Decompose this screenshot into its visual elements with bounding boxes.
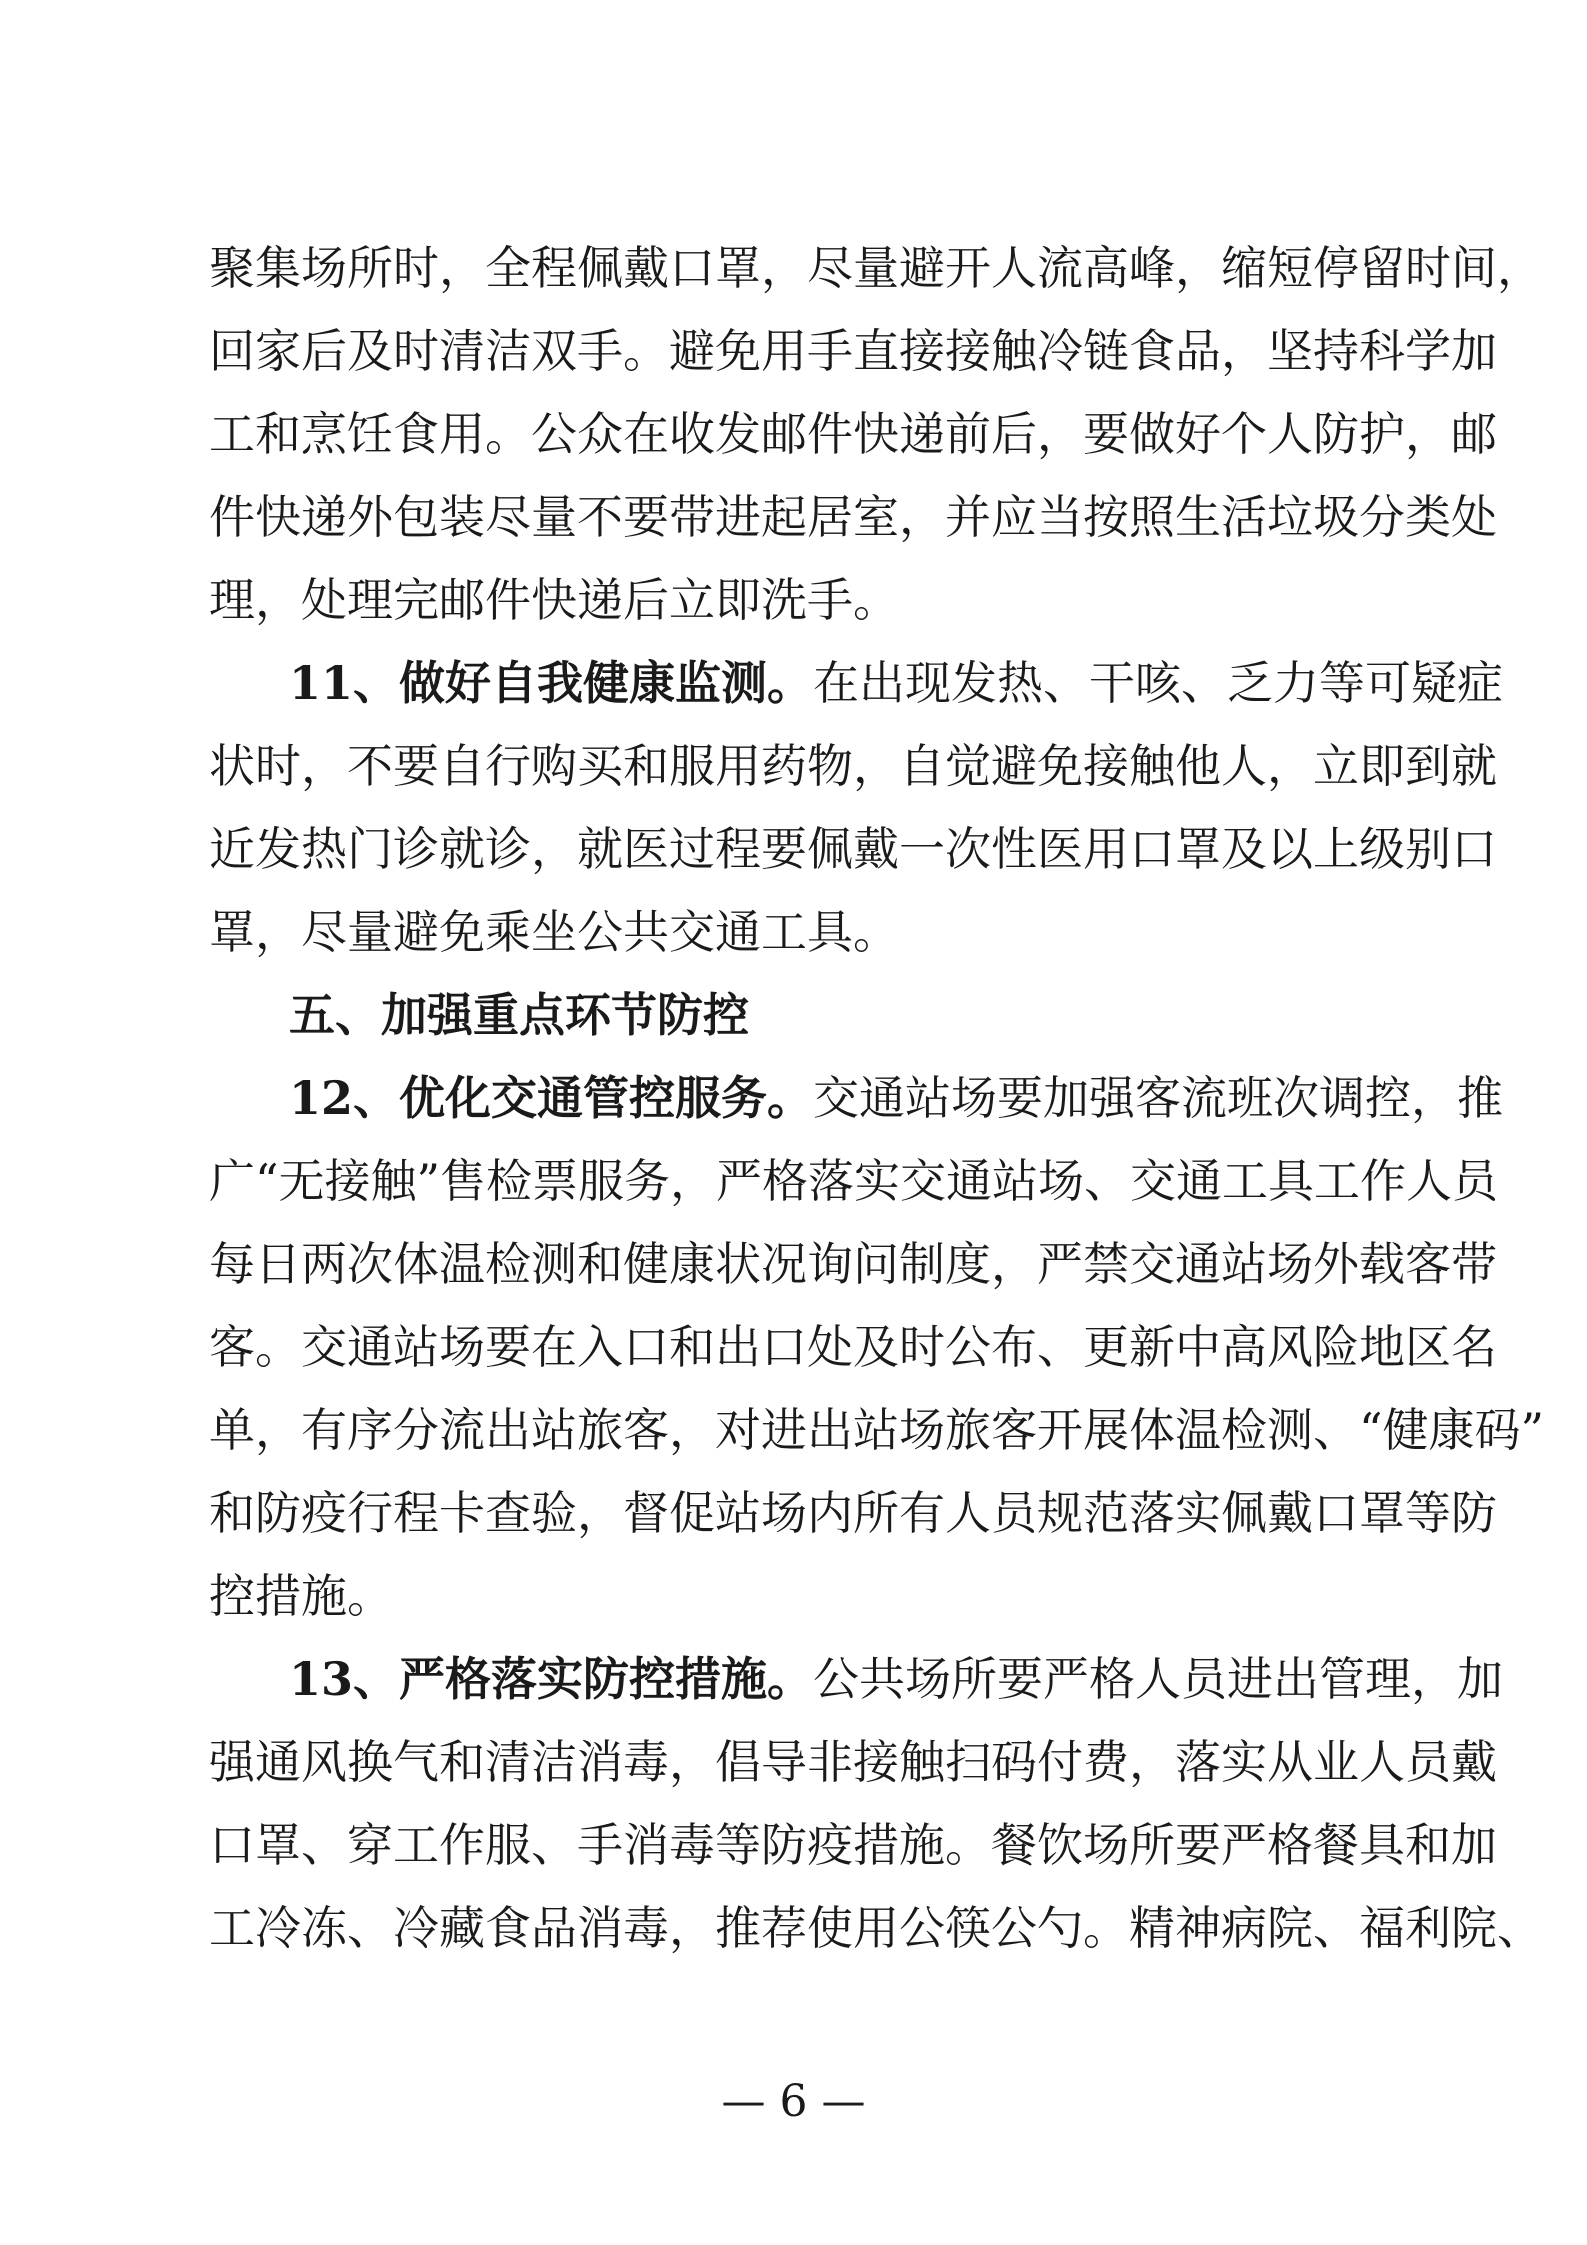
item-11-first-line <box>289 648 1504 718</box>
paragraph-line: 口罩、穿工作服、手消毒等防疫措施。餐饮场所要严格餐具和加 <box>209 1818 1497 1872</box>
paragraph-line: 理，处理完邮件快递后立即洗手。 <box>209 573 899 627</box>
paragraph-line: 状时，不要自行购买和服用药物，自觉避免接触他人，立即到就 <box>209 739 1497 793</box>
item-13-heading: 13、严格落实防控措施。 <box>289 1652 814 1706</box>
paragraph-line: 单，有序分流出站旅客，对进出站场旅客开展体温检测、“健康码” <box>209 1403 1545 1457</box>
paragraph-line: 客。交通站场要在入口和出口处及时公布、更新中高风险地区名 <box>209 1320 1497 1374</box>
paragraph-line: 广“无接触”售检票服务，严格落实交通站场、交通工具工作人员 <box>209 1154 1499 1208</box>
item-11-heading: 11、做好自我健康监测。 <box>289 656 814 710</box>
paragraph-line: 强通风换气和清洁消毒，倡导非接触扫码付费，落实从业人员戴 <box>209 1735 1497 1789</box>
item-12-text: 交通站场要加强客流班次调控，推 <box>813 1071 1504 1125</box>
item-13-text: 公共场所要严格人员进出管理，加 <box>813 1652 1504 1706</box>
paragraph-line: 聚集场所时，全程佩戴口罩，尽量避开人流高峰，缩短停留时间， <box>209 241 1543 295</box>
paragraph-line: 控措施。 <box>209 1569 393 1623</box>
item-12-heading: 12、优化交通管控服务。 <box>289 1071 814 1125</box>
paragraph-line: 回家后及时清洁双手。避免用手直接接触冷链食品，坚持科学加 <box>209 324 1497 378</box>
item-11-text: 在出现发热、干咳、乏力等可疑症 <box>813 656 1504 710</box>
section-heading: 五、加强重点环节防控 <box>289 988 749 1042</box>
paragraph-line: 和防疫行程卡查验，督促站场内所有人员规范落实佩戴口罩等防 <box>209 1486 1497 1540</box>
item-13-first-line <box>289 1644 1504 1714</box>
paragraph-line: 工冷冻、冷藏食品消毒，推荐使用公筷公勺。精神病院、福利院、 <box>209 1901 1543 1955</box>
paragraph-line: 件快递外包装尽量不要带进起居室，并应当按照生活垃圾分类处 <box>209 490 1497 544</box>
item-12-first-line <box>289 1063 1504 1133</box>
page-number: — 6 — <box>721 2076 866 2127</box>
paragraph-line: 每日两次体温检测和健康状况询问制度，严禁交通站场外载客带 <box>209 1237 1497 1291</box>
paragraph-line: 近发热门诊就诊，就医过程要佩戴一次性医用口罩及以上级别口 <box>209 822 1497 876</box>
paragraph-line: 工和烹饪食用。公众在收发邮件快递前后，要做好个人防护，邮 <box>209 407 1497 461</box>
paragraph-line: 罩，尽量避免乘坐公共交通工具。 <box>209 905 899 959</box>
